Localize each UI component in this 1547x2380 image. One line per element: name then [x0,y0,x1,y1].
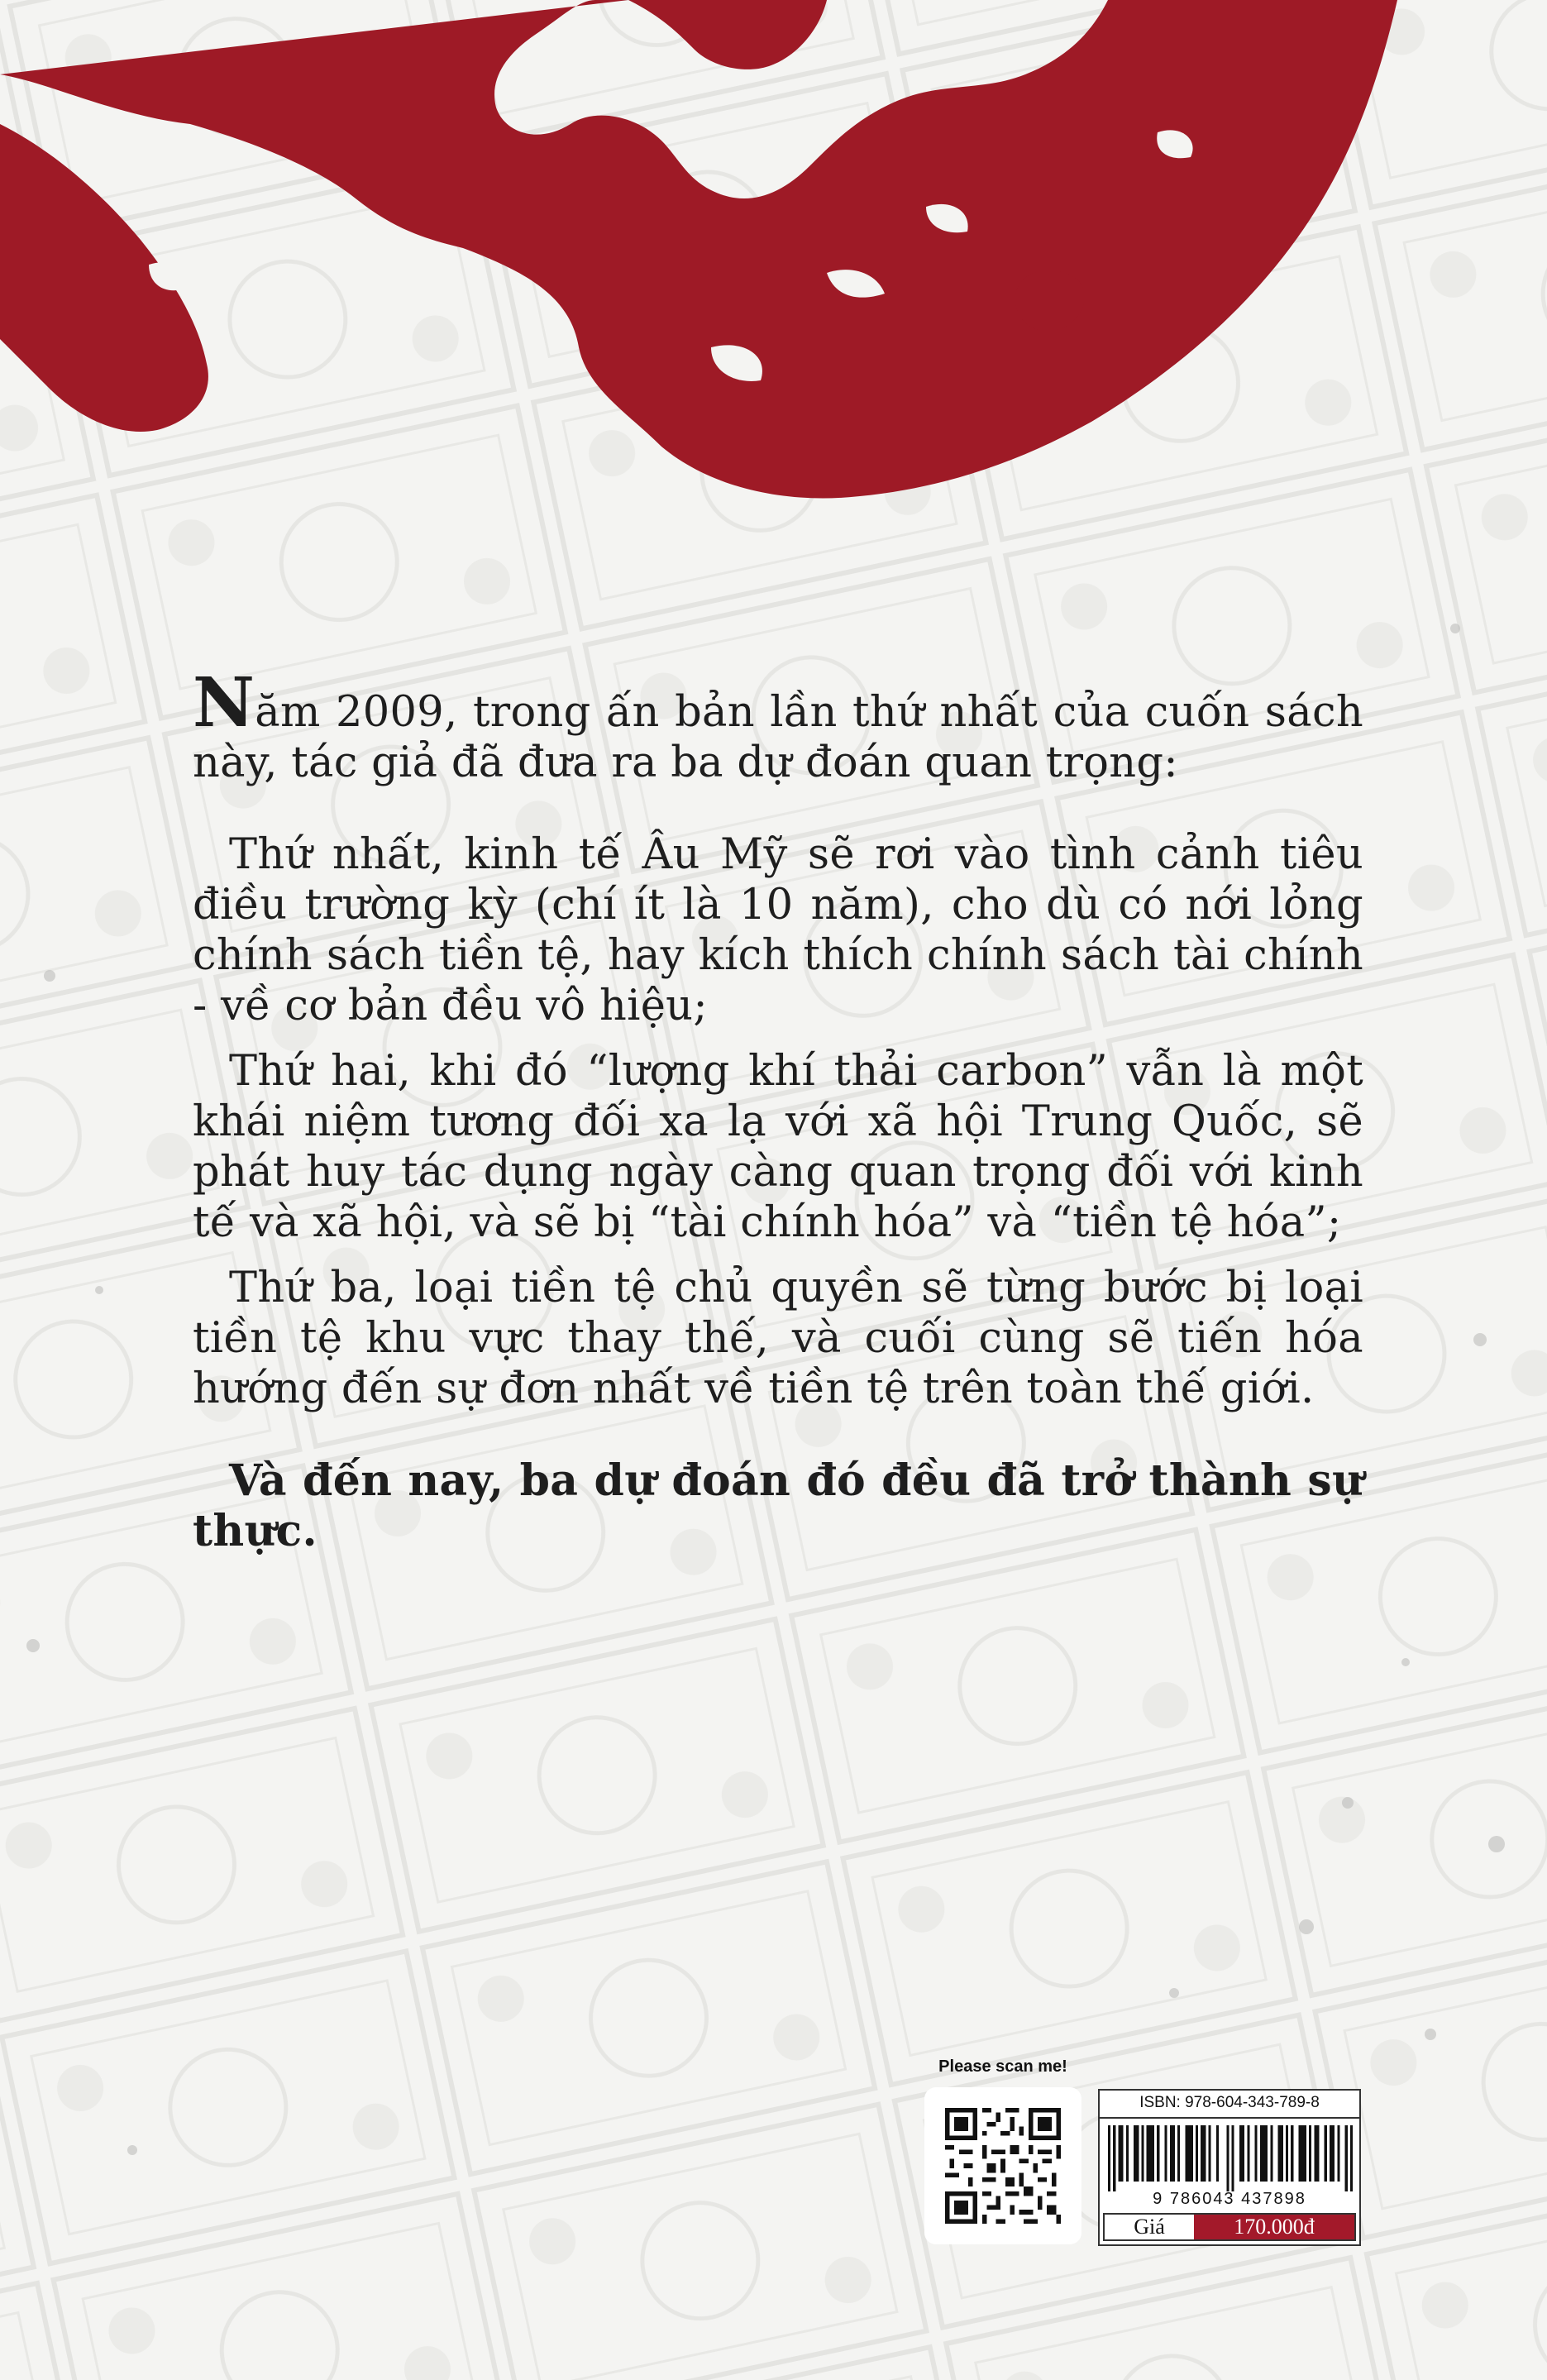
price-tag [1103,2213,1356,2241]
drop-cap: N [193,663,255,743]
closing-statement: Và đến nay, ba dự đoán đó đều đã trở thành sự thực. [193,1455,1363,1556]
isbn-number: ISBN: 978-604-343-789-8 [1139,2094,1320,2111]
price-value: 170.000đ [1194,2215,1354,2239]
qr-caption: Please scan me! [938,2057,1067,2076]
prediction-3-paragraph: Thứ ba, loại tiền tệ chủ quyền sẽ từng bước bị loại tiền tệ khu vực thay thế, và cuối cùng sẽ tiến hóa hướng đến sự đơn nhất về tiền tệ trên toàn thế giới. [193,1264,1363,1413]
isbn-divider [1100,2117,1359,2119]
qr-code-panel[interactable] [924,2087,1081,2244]
back-cover-blurb [193,663,1363,1556]
barcode-icon [1108,2125,1353,2191]
prediction-1-paragraph: Thứ nhất, kinh tế Âu Mỹ sẽ rơi vào tình cảnh tiêu điều trường kỳ (chí ít là 10 năm), cho dù có nới lỏng chính sách tiền tệ, hay kích thích chính sách tài chính - về cơ bản đều vô hiệu; [193,830,1363,1030]
blurb-intro-text: ăm 2009, trong ấn bản lần thứ nhất của cuốn sách này, tác giả đã đưa ra ba dự đoán quan trọng: [193,688,1363,787]
price-label: Giá [1105,2215,1194,2239]
qr-code-icon [945,2108,1061,2224]
red-globe-illustration [0,0,1547,513]
blurb-intro-paragraph [193,663,1363,788]
prediction-2-paragraph: Thứ hai, khi đó “lượng khí thải carbon” vẫn là một khái niệm tương đối xa lạ với xã hội Trung Quốc, sẽ phát huy tác dụng ngày càng quan trọng đối với kinh tế và xã hội, và sẽ bị “tài chính hóa” và “tiền tệ hóa”; [193,1047,1363,1247]
isbn-barcode-block [1098,2089,1361,2246]
qr-code-block [924,2057,1081,2244]
barcode-digits: 9 786043 437898 [1153,2190,1306,2208]
